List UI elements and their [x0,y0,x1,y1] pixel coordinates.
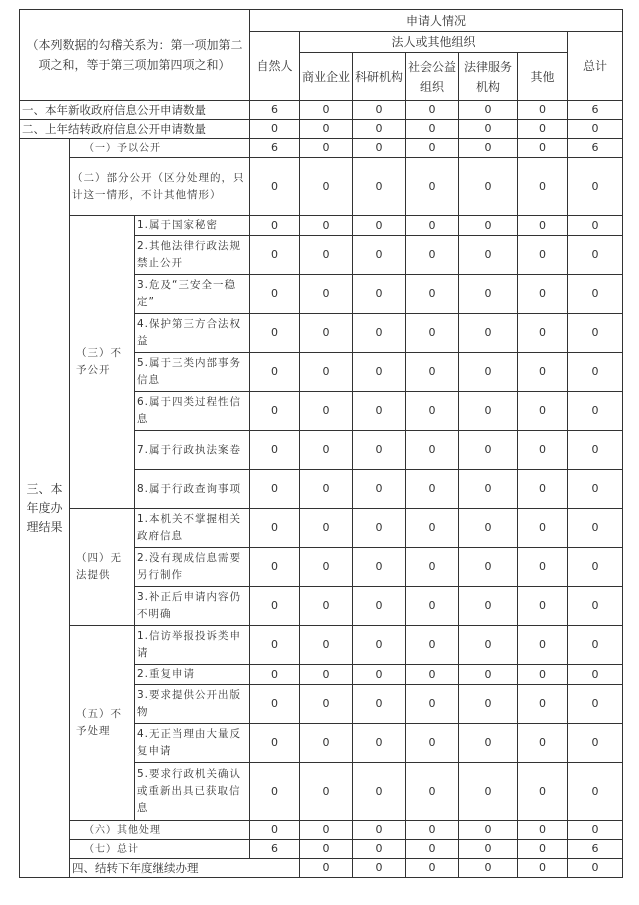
cell-value: 0 [568,587,623,626]
cell-value: 0 [459,353,518,392]
cell-value: 0 [518,840,568,859]
cell-value: 0 [353,685,406,724]
cell-value: 0 [300,236,353,275]
row-label: （一）予以公开 [70,139,250,158]
cell-value: 0 [459,216,518,236]
cell-value: 0 [518,392,568,431]
cell-value: 0 [250,353,300,392]
cell-value: 0 [568,685,623,724]
cell-value: 0 [406,314,459,353]
cell-value: 0 [250,509,300,548]
cell-value: 0 [300,665,353,685]
table-row [20,216,623,236]
cell-value: 6 [250,840,300,859]
cell-value: 0 [300,216,353,236]
cell-value: 0 [406,685,459,724]
cell-value: 0 [250,724,300,763]
cell-value: 0 [518,314,568,353]
header-total: 总计 [568,32,623,101]
cell-value: 0 [406,665,459,685]
cell-value: 0 [406,353,459,392]
cell-value: 0 [300,431,353,470]
header-note: （本列数据的勾稽关系为：第一项加第二项之和，等于第三项加第四项之和） [20,10,250,101]
cell-value: 0 [250,431,300,470]
cell-value: 6 [568,101,623,120]
cell-value: 0 [518,139,568,158]
cell-value: 0 [353,275,406,314]
cell-value: 0 [568,724,623,763]
cell-value: 0 [406,275,459,314]
row-label: 二、上年结转政府信息公开申请数量 [20,120,250,139]
cell-value: 0 [300,392,353,431]
table-row [20,158,623,216]
cell-value: 0 [353,392,406,431]
cell-value: 0 [568,431,623,470]
cell-value: 0 [568,665,623,685]
cell-value: 0 [406,821,459,840]
cell-value: 0 [353,120,406,139]
cell-value: 0 [518,821,568,840]
cell-value: 0 [406,120,459,139]
row-label: 5.要求行政机关确认或重新出具已获取信息 [135,763,250,821]
group-label-not-processed: （五）不予处理 [70,626,135,821]
cell-value: 0 [353,859,406,878]
cell-value: 0 [518,101,568,120]
header-other: 其他 [518,53,568,101]
cell-value: 0 [250,236,300,275]
row-label: 4.无正当理由大量反复申请 [135,724,250,763]
cell-value: 0 [518,509,568,548]
cell-value: 0 [568,236,623,275]
row-label: （六）其他处理 [70,821,250,840]
cell-value: 0 [459,158,518,216]
cell-value: 0 [568,821,623,840]
cell-value: 0 [518,587,568,626]
cell-value: 0 [353,665,406,685]
cell-value: 0 [518,431,568,470]
cell-value: 0 [406,470,459,509]
cell-value: 0 [353,724,406,763]
cell-value: 0 [568,859,623,878]
cell-value: 0 [459,314,518,353]
header-applicant-group: 申请人情况 [250,10,623,32]
cell-value: 0 [406,859,459,878]
cell-value: 0 [406,724,459,763]
cell-value: 0 [518,353,568,392]
cell-value: 0 [459,470,518,509]
header-natural-person: 自然人 [250,32,300,101]
table-row [20,101,623,120]
cell-value: 0 [300,275,353,314]
cell-value: 0 [518,275,568,314]
row-label: （二）部分公开（区分处理的，只计这一情形，不计其他情形） [70,158,250,216]
section-3-label: 三、本年度办理结果 [20,139,70,878]
cell-value: 0 [459,626,518,665]
cell-value: 0 [250,685,300,724]
cell-value: 0 [568,392,623,431]
cell-value: 0 [300,548,353,587]
cell-value: 0 [406,431,459,470]
cell-value: 0 [459,236,518,275]
cell-value: 0 [300,158,353,216]
header-commercial: 商业企业 [300,53,353,101]
cell-value: 0 [518,236,568,275]
cell-value: 0 [353,626,406,665]
header-org-group: 法人或其他组织 [300,32,568,53]
cell-value: 0 [353,314,406,353]
cell-value: 0 [353,158,406,216]
row-label: （七）总计 [70,840,250,859]
table-row [20,626,623,665]
header-social: 社会公益组织 [406,53,459,101]
cell-value: 0 [568,626,623,665]
cell-value: 0 [568,509,623,548]
cell-value: 0 [406,587,459,626]
cell-value: 0 [250,548,300,587]
cell-value: 0 [250,216,300,236]
cell-value: 0 [300,139,353,158]
cell-value: 0 [250,587,300,626]
cell-value: 0 [250,665,300,685]
row-label: 3.要求提供公开出版物 [135,685,250,724]
disclosure-statistics-table [19,9,623,878]
header-research: 科研机构 [353,53,406,101]
cell-value: 6 [250,139,300,158]
row-label: 3.补正后申请内容仍不明确 [135,587,250,626]
cell-value: 0 [568,158,623,216]
cell-value: 0 [518,626,568,665]
cell-value: 0 [300,840,353,859]
cell-value: 0 [300,763,353,821]
cell-value: 0 [568,314,623,353]
cell-value: 0 [353,587,406,626]
cell-value: 0 [250,120,300,139]
table-row [20,509,623,548]
cell-value: 0 [250,392,300,431]
cell-value: 0 [250,314,300,353]
cell-value: 0 [459,724,518,763]
cell-value: 0 [250,275,300,314]
table-row [20,120,623,139]
cell-value: 0 [568,470,623,509]
cell-value: 0 [568,763,623,821]
cell-value: 0 [518,216,568,236]
row-label: 1.本机关不掌握相关政府信息 [135,509,250,548]
header-legal: 法律服务机构 [459,53,518,101]
group-label-refused: （三）不予公开 [70,216,135,509]
cell-value: 0 [300,101,353,120]
row-label: 5.属于三类内部事务信息 [135,353,250,392]
row-label: 4.保护第三方合法权益 [135,314,250,353]
cell-value: 0 [459,840,518,859]
cell-value: 0 [353,139,406,158]
table-row [20,821,623,840]
cell-value: 0 [459,665,518,685]
cell-value: 0 [300,821,353,840]
cell-value: 0 [406,763,459,821]
cell-value: 0 [518,158,568,216]
cell-value: 0 [300,724,353,763]
cell-value: 0 [353,101,406,120]
row-label: 2.其他法律行政法规禁止公开 [135,236,250,275]
cell-value: 0 [406,509,459,548]
cell-value: 0 [300,626,353,665]
cell-value: 0 [353,470,406,509]
cell-value: 0 [459,548,518,587]
cell-value: 0 [518,548,568,587]
cell-value: 0 [353,353,406,392]
cell-value: 0 [459,275,518,314]
group-label-unable: （四）无法提供 [70,509,135,626]
cell-value: 0 [353,840,406,859]
row-label: 一、本年新收政府信息公开申请数量 [20,101,250,120]
row-label: 1.信访举报投诉类申请 [135,626,250,665]
cell-value: 6 [568,840,623,859]
cell-value: 0 [353,216,406,236]
cell-value: 0 [406,548,459,587]
cell-value: 0 [300,509,353,548]
cell-value: 0 [250,158,300,216]
cell-value: 0 [406,139,459,158]
table-row [20,859,623,878]
cell-value: 0 [406,101,459,120]
cell-value: 0 [250,470,300,509]
cell-value: 0 [459,101,518,120]
row-label: 7.属于行政执法案卷 [135,431,250,470]
row-label: 8.属于行政查询事项 [135,470,250,509]
cell-value: 0 [300,120,353,139]
cell-value: 0 [300,685,353,724]
cell-value: 0 [568,275,623,314]
cell-value: 0 [353,821,406,840]
cell-value: 0 [459,859,518,878]
cell-value: 0 [250,626,300,665]
cell-value: 6 [568,139,623,158]
cell-value: 0 [459,587,518,626]
cell-value: 0 [300,587,353,626]
cell-value: 0 [353,236,406,275]
cell-value: 0 [459,120,518,139]
cell-value: 0 [300,470,353,509]
row-label: 3.危及“三安全一稳定” [135,275,250,314]
cell-value: 0 [406,840,459,859]
cell-value: 0 [518,120,568,139]
cell-value: 6 [250,101,300,120]
cell-value: 0 [459,431,518,470]
cell-value: 0 [459,763,518,821]
cell-value: 0 [406,626,459,665]
cell-value: 0 [353,548,406,587]
cell-value: 0 [518,859,568,878]
cell-value: 0 [406,158,459,216]
cell-value: 0 [406,236,459,275]
cell-value: 0 [518,665,568,685]
cell-value: 0 [568,353,623,392]
cell-value: 0 [518,685,568,724]
cell-value: 0 [300,353,353,392]
table-row [20,840,623,859]
table-row [20,139,623,158]
row-label: 6.属于四类过程性信息 [135,392,250,431]
row-label: 2.重复申请 [135,665,250,685]
cell-value: 0 [406,392,459,431]
cell-value: 0 [518,724,568,763]
cell-value: 0 [300,314,353,353]
cell-value: 0 [459,392,518,431]
cell-value: 0 [568,120,623,139]
cell-value: 0 [568,216,623,236]
cell-value: 0 [459,685,518,724]
cell-value: 0 [353,509,406,548]
row-label: 2.没有现成信息需要另行制作 [135,548,250,587]
cell-value: 0 [568,548,623,587]
cell-value: 0 [459,509,518,548]
row-label: 1.属于国家秘密 [135,216,250,236]
cell-value: 0 [353,431,406,470]
cell-value: 0 [459,821,518,840]
cell-value: 0 [250,821,300,840]
cell-value: 0 [300,859,353,878]
cell-value: 0 [518,763,568,821]
cell-value: 0 [518,470,568,509]
cell-value: 0 [406,216,459,236]
cell-value: 0 [250,763,300,821]
row-label: 四、结转下年度继续办理 [70,859,300,878]
cell-value: 0 [459,139,518,158]
cell-value: 0 [353,763,406,821]
